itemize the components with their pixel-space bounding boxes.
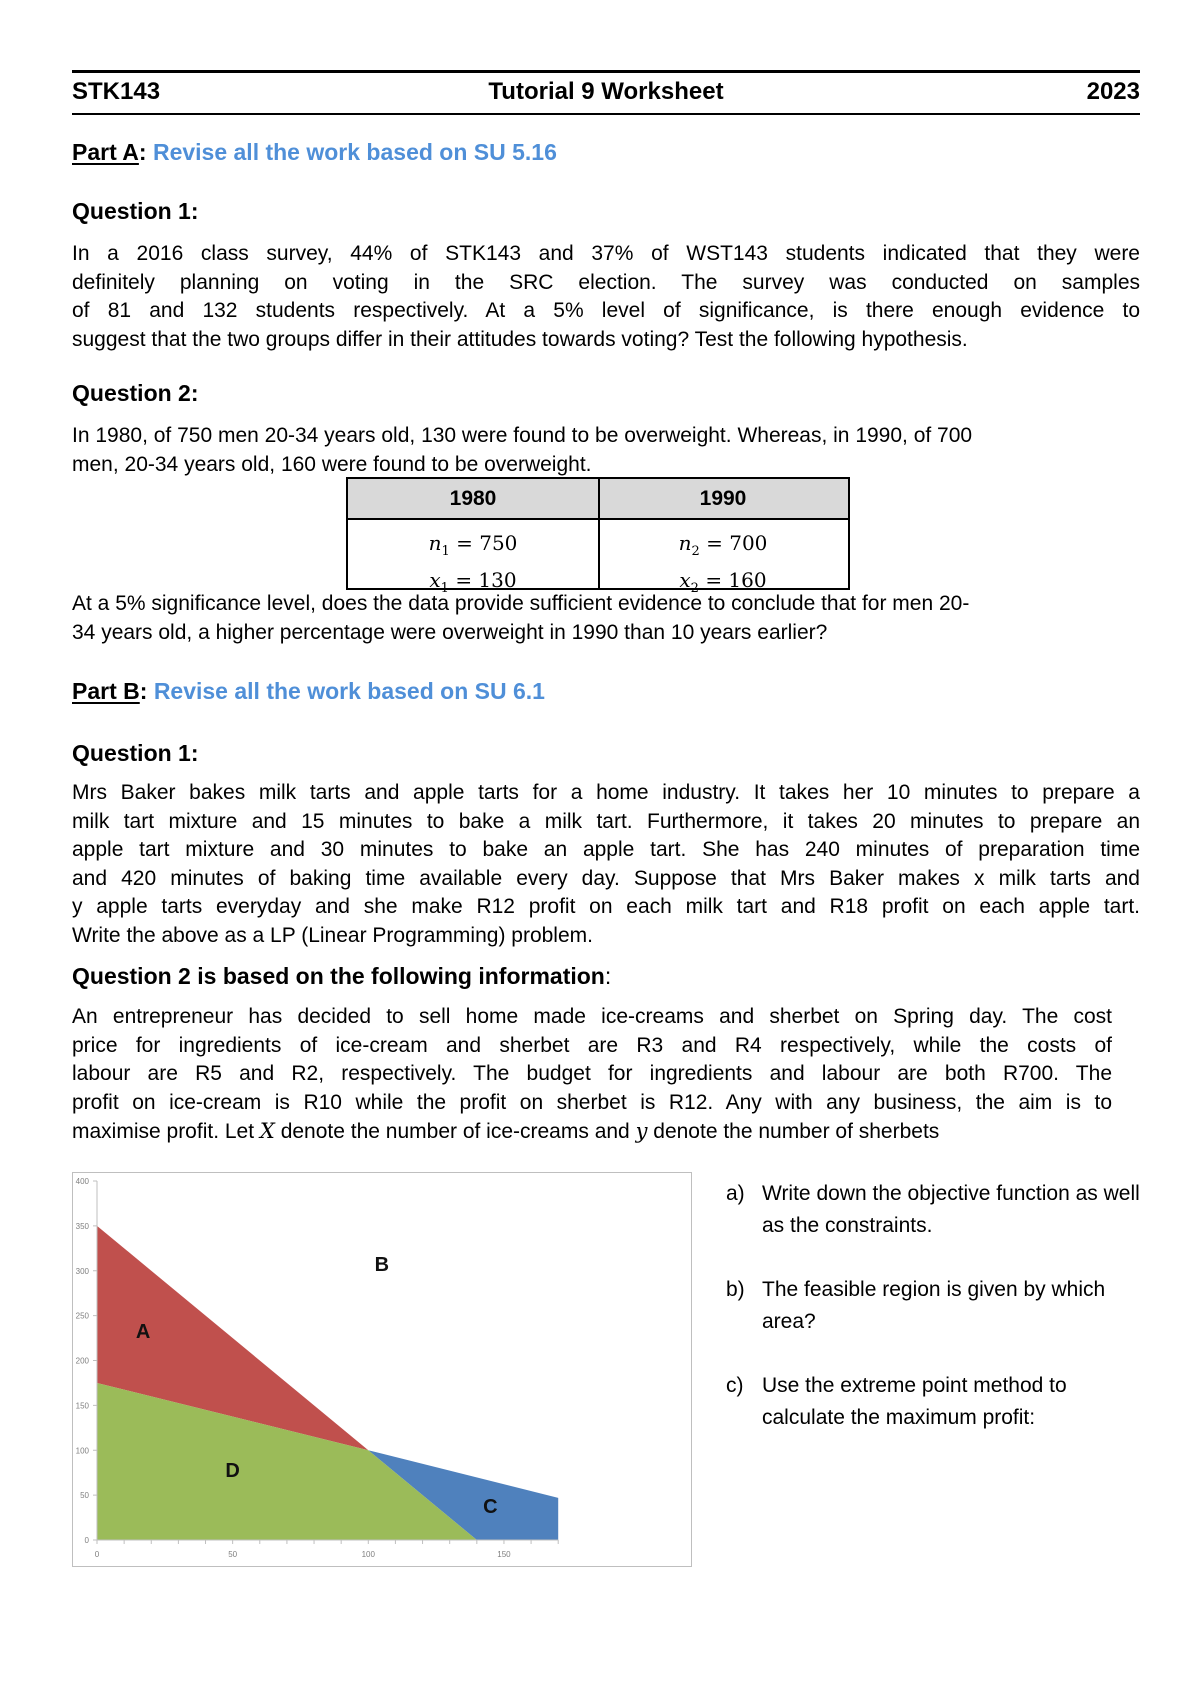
text-line: and 420 minutes of baking time available every day. Suppose that Mrs Baker makes x milk tarts and	[72, 866, 1140, 890]
subscript: 2	[690, 581, 699, 596]
text-line: definitely planning on voting in the SRC election. The survey was conducted on samples	[72, 270, 1140, 294]
part-b-subtitle: Revise all the work based on SU 6.1	[153, 678, 545, 704]
part-b-q2-text	[72, 1003, 1112, 1147]
part-b-colon: :	[139, 678, 148, 704]
part-b-q1-heading: Question 1:	[72, 740, 199, 766]
part-b-q1-text	[72, 779, 1140, 950]
var-n: n	[428, 531, 442, 555]
part-a-colon: :	[138, 139, 147, 165]
subquestion-label: a)	[726, 1182, 745, 1205]
text-line: profit on ice-cream is R10 while the profit on sherbet is R12. Any with any business, the aim is to	[72, 1090, 1112, 1114]
part-b-q2-heading	[72, 963, 611, 990]
text-line: price for ingredients of ice-cream and sherbet are R3 and R4 respectively, while the costs of	[72, 1033, 1112, 1057]
subquestion-label: c)	[726, 1374, 744, 1397]
chart-svg	[73, 1173, 693, 1568]
x-tick-label: 100	[361, 1550, 375, 1559]
region-label-a: A	[135, 1321, 151, 1344]
text-line: In 1980, of 750 men 20-34 years old, 130 were found to be overweight. Whereas, in 1990, of 700	[72, 424, 973, 447]
table-header-1990: 1990	[699, 487, 747, 510]
subscript: 2	[691, 544, 700, 559]
subquestion-text: Write down the objective function as well as the constraints.	[762, 1182, 1140, 1237]
part-a-q1-text	[72, 240, 1140, 354]
text-line: milk tart mixture and 15 minutes to bake a milk tart. Furthermore, it takes 20 minutes to prepare an	[72, 809, 1140, 833]
text-line: An entrepreneur has decided to sell home made ice-creams and sherbet on Spring day. The cost	[72, 1005, 1112, 1028]
subquestion-c	[726, 1370, 1146, 1434]
part-a-heading	[72, 139, 557, 166]
y-tick-label: 250	[75, 1311, 89, 1321]
part-a-q2-intro	[72, 422, 1140, 479]
subquestion-a	[726, 1178, 1146, 1242]
y-tick-label: 300	[75, 1266, 89, 1276]
data-table	[346, 477, 850, 596]
part-a-label: Part A	[72, 139, 139, 165]
text-line: y apple tarts everyday and she make R12 profit on each milk tart and R18 profit on each apple tart.	[72, 895, 1140, 918]
var-x: x	[679, 568, 691, 592]
var-x: x	[429, 568, 441, 592]
text-fragment: denote the number of sherbets	[647, 1120, 940, 1143]
text-line: At a 5% significance level, does the data provide sufficient evidence to conclude that for men 20-	[72, 592, 970, 615]
subquestion-text: Use the extreme point method to calculate the maximum profit:	[762, 1374, 1067, 1429]
y-tick-label: 50	[80, 1491, 89, 1501]
text-line: apple tart mixture and 30 minutes to bake an apple tart. She has 240 minutes of preparation time	[72, 838, 1140, 861]
text-line: of 81 and 132 students respectively. At a 5% level of significance, is there enough evidence to	[72, 299, 1140, 322]
var-n: n	[678, 531, 692, 555]
subquestion-label: b)	[726, 1278, 745, 1301]
text-line: In a 2016 class survey, 44% of STK143 and 37% of WST143 students indicated that they were	[72, 242, 1140, 265]
region-label-d: D	[225, 1460, 240, 1483]
y-tick-label: 150	[75, 1401, 89, 1411]
y-tick-label: 100	[75, 1446, 89, 1456]
y-tick-label: 350	[75, 1221, 89, 1231]
region-label-c: C	[483, 1496, 498, 1519]
value: = 130	[455, 568, 517, 592]
text-line	[72, 1117, 1112, 1147]
header-top-rule	[72, 70, 1140, 73]
text-line: Mrs Baker bakes milk tarts and apple tarts for a home industry. It takes her 10 minutes to prepare a	[72, 781, 1140, 804]
text-fragment: denote the number of ice-creams and	[274, 1120, 636, 1143]
subscript: 1	[441, 544, 450, 559]
part-b-label: Part B	[72, 678, 140, 704]
text-line: Write the above as a LP (Linear Programming) problem.	[72, 923, 593, 947]
part-a-q2-heading: Question 2:	[72, 380, 199, 406]
lp-feasible-region-chart	[72, 1172, 692, 1567]
text-line: 34 years old, a higher percentage were overweight in 1990 than 10 years earlier?	[72, 620, 828, 644]
table-header-1980: 1980	[449, 487, 497, 510]
text-fragment: maximise profit. Let	[72, 1120, 260, 1143]
region-label-b: B	[374, 1253, 390, 1276]
q2-heading-text: Question 2 is based on the following information	[72, 963, 605, 989]
worksheet-title: Tutorial 9 Worksheet	[488, 78, 724, 105]
text-line: men, 20-34 years old, 160 were found to be overweight.	[72, 452, 592, 476]
value: = 700	[706, 531, 768, 555]
var-y: y	[635, 1119, 648, 1143]
part-b-heading	[72, 678, 545, 705]
page-header	[72, 78, 1140, 112]
var-x: X	[259, 1119, 275, 1143]
year: 2023	[1086, 78, 1140, 105]
part-a-q2-question	[72, 590, 1140, 647]
x-tick-label: 0	[94, 1550, 100, 1559]
subquestion-b	[726, 1274, 1146, 1338]
text-line: suggest that the two groups differ in their attitudes towards voting? Test the following hypothesis.	[72, 327, 968, 351]
y-tick-label: 400	[75, 1177, 89, 1186]
subscript: 1	[440, 581, 449, 596]
y-tick-label: 200	[75, 1356, 89, 1366]
text-line: labour are R5 and R2, respectively. The budget for ingredients and labour are both R700. The	[72, 1062, 1112, 1085]
x-tick-label: 50	[228, 1550, 238, 1559]
y-tick-label: 0	[84, 1536, 89, 1545]
x-tick-label: 150	[497, 1550, 511, 1559]
course-code: STK143	[72, 78, 161, 105]
part-a-subtitle: Revise all the work based on SU 5.16	[152, 139, 557, 165]
part-a-q1-heading: Question 1:	[72, 198, 199, 224]
value: = 750	[456, 531, 518, 555]
subquestion-text: The feasible region is given by which area?	[762, 1278, 1106, 1333]
header-bottom-rule	[72, 113, 1140, 115]
q2-heading-colon: :	[604, 963, 612, 989]
value: = 160	[705, 568, 767, 592]
